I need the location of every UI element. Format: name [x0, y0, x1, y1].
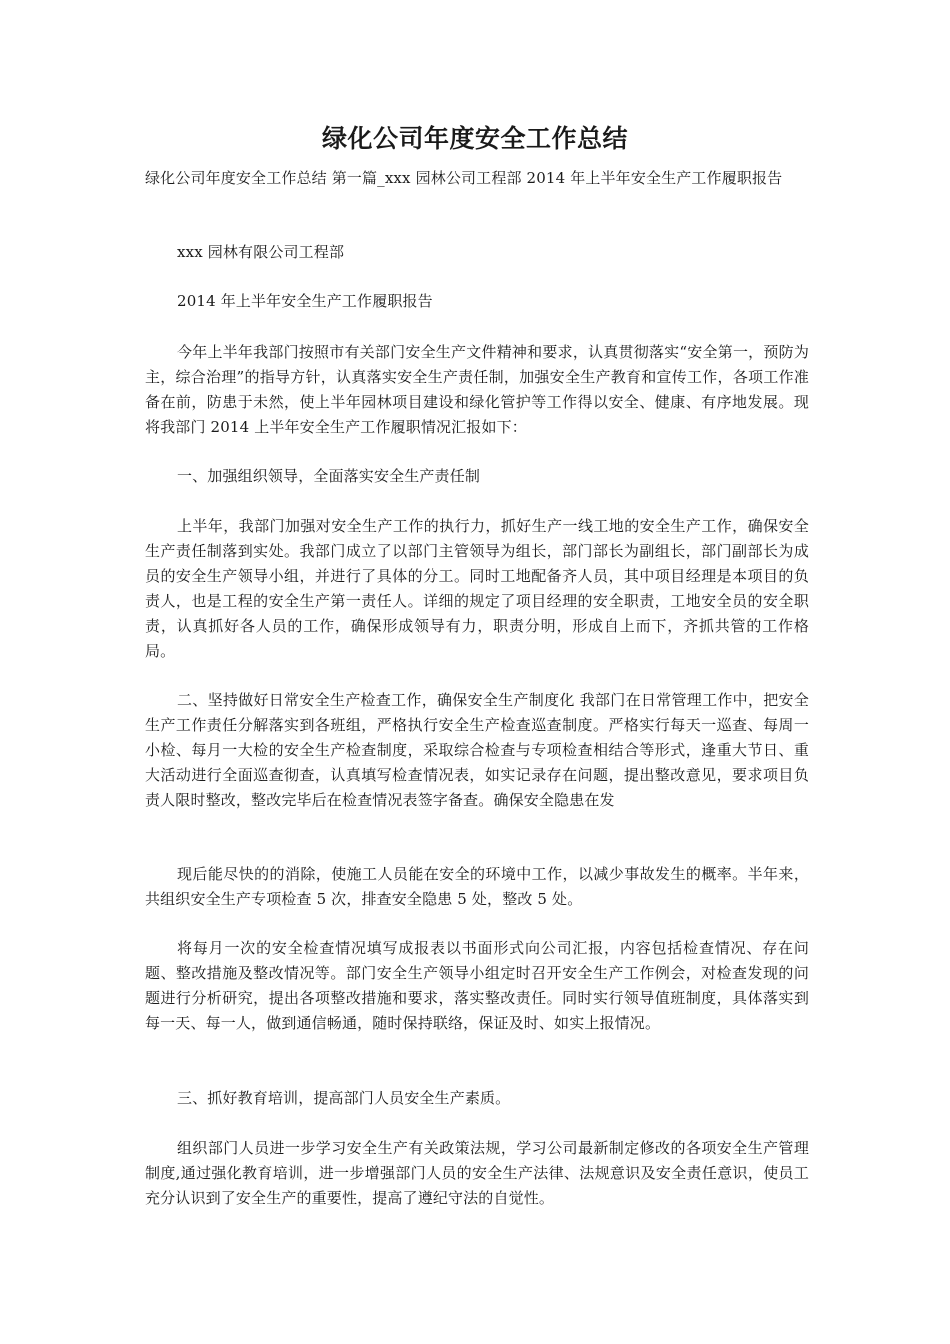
section2-continuation: 现后能尽快的的消除，使施工人员能在安全的环境中工作，以减少事故发生的概率。半年来，共组织安全生产专项检查 5 次，排查安全隐患 5 处，整改 5 处。: [145, 865, 809, 908]
intro-paragraph: 今年上半年我部门按照市有关部门安全生产文件精神和要求，认真贯彻落实“安全第一，预防为主，综合治理”的指导方针，认真落实安全生产责任制，加强安全生产教育和宣传工作，各项工作准备在前，防患于未然，使上半年园林项目建设和绿化管护等工作得以安全、健康、有序地发展。现将我部门 2014 上半年安全生产工作履职情况汇报如下：: [145, 343, 809, 436]
section2-paragraph: 二、坚持做好日常安全生产检查工作，确保安全生产制度化 我部门在日常管理工作中，把安全生产工作责任分解落实到各班组，严格执行安全生产检查巡查制度。严格实行每天一巡查、每周一小检、每月一大检的安全生产检查制度，采取综合检查与专项检查相结合等形式，逢重大节日、重大活动进行全面巡查彻查，认真填写检查情况表，如实记录存在问题，提出整改意见，要求项目负责人限时整改，整改完毕后在检查情况表签字备查。确保安全隐患在发: [145, 691, 809, 809]
section3-heading: 三、抓好教育培训，提高部门人员安全生产素质。: [177, 1089, 511, 1107]
org-name: xxx 园林有限公司工程部: [177, 243, 345, 261]
report-title: 2014 年上半年安全生产工作履职报告: [177, 292, 433, 310]
section1-heading: 一、加强组织领导，全面落实安全生产责任制: [177, 467, 481, 485]
document-subtitle: 绿化公司年度安全工作总结 第一篇_xxx 园林公司工程部 2014 年上半年安全生产工作履职报告: [145, 169, 783, 187]
section2-report-paragraph: 将每月一次的安全检查情况填写成报表以书面形式向公司汇报，内容包括检查情况、存在问题、整改措施及整改情况等。部门安全生产领导小组定时召开安全生产工作例会，对检查发现的问题进行分析研究，提出各项整改措施和要求，落实整改责任。同时实行领导值班制度，具体落实到每一天、每一人，做到通信畅通，随时保持联络，保证及时、如实上报情况。: [145, 939, 809, 1032]
section1-paragraph: 上半年，我部门加强对安全生产工作的执行力，抓好生产一线工地的安全生产工作，确保安全生产责任制落到实处。我部门成立了以部门主管领导为组长，部门部长为副组长，部门副部长为成员的安全生产领导小组，并进行了具体的分工。同时工地配备齐人员，其中项目经理是本项目的负责人，也是工程的安全生产第一责任人。详细的规定了项目经理的安全职责，工地安全员的安全职责，认真抓好各人员的工作，确保形成领导有力，职责分明，形成自上而下，齐抓共管的工作格局。: [145, 517, 809, 660]
section3-paragraph: 组织部门人员进一步学习安全生产有关政策法规，学习公司最新制定修改的各项安全生产管理制度,通过强化教育培训，进一步增强部门人员的安全生产法律、法规意识及安全责任意识，使员工充分认识到了安全生产的重要性，提高了遵纪守法的自觉性。: [145, 1139, 809, 1207]
document-title: 绿化公司年度安全工作总结: [321, 124, 628, 153]
